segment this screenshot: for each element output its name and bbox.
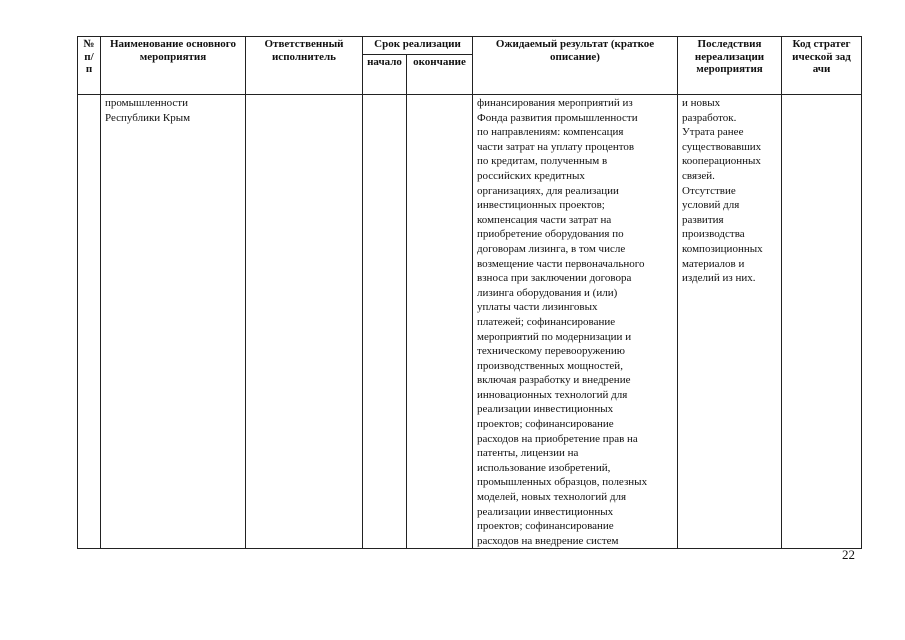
consequence-line: и новых [682,97,721,109]
cell-num [78,95,101,549]
measures-table [77,36,862,549]
consequence-line: разработок. [682,111,737,124]
result-line: включая разработку и внедрение [477,374,631,387]
result-line: по кредитам, полученным в [477,155,608,168]
cell-code [782,95,862,549]
result-line: компенсация части затрат на [477,213,612,226]
consequence-line: развития [682,213,724,226]
header-consequences: Последствия нереализации мероприятия [678,37,782,95]
result-line: мероприятий по модернизации и [477,330,632,343]
header-period-end: окончание [407,55,473,95]
result-line: использование изобретений, [477,461,611,474]
consequence-line: связей. [682,169,715,182]
header-name: Наименование основного мероприятия [101,37,246,95]
consequence-line: существовавших [682,140,762,153]
cell-consequences [678,95,782,549]
result-line: техническому перевооружению [477,345,625,358]
result-line: финансирования мероприятий из [477,97,633,109]
result-line: производственных мощностей, [477,359,623,372]
consequence-line: материалов и [682,257,745,270]
result-line: расходов на внедрение систем [477,534,619,547]
name-line: Республики Крым [105,111,191,124]
result-line: приобретение оборудования по [477,228,624,241]
result-line: взноса при заключении договора [477,272,632,285]
result-line: уплаты части лизинговых [477,301,598,314]
consequence-line: Утрата ранее [682,126,744,139]
result-line: российских кредитных [477,169,585,182]
result-line: проектов; софинансирование [477,418,614,431]
result-line: лизинга оборудования и (или) [477,286,618,299]
header-responsible: Ответственный исполнитель [246,37,363,95]
result-line: расходов на приобретение прав на [477,432,638,445]
consequence-line: производства [682,228,745,241]
cell-name [101,95,246,549]
result-line: патенты, лицензии на [477,447,579,460]
consequence-line: кооперационных [682,155,761,168]
result-line: моделей, новых технологий для [477,491,627,504]
result-line: платежей; софинансирование [477,315,616,328]
result-line: реализации инвестиционных [477,403,614,416]
header-num: № п/п [78,37,101,95]
header-result: Ожидаемый результат (краткое описание) [473,37,678,95]
result-line: проектов; софинансирование [477,520,614,533]
result-line: по направлениям: компенсация [477,126,624,139]
result-line: реализации инвестиционных [477,505,614,518]
cell-result [473,95,678,549]
consequence-line: композиционных [682,242,763,255]
header-period-start: начало [363,55,407,95]
result-line: организациях, для реализации [477,184,619,197]
result-line: договорам лизинга, в том числе [477,242,626,255]
consequence-line: условий для [682,199,740,212]
result-line: инновационных технологий для [477,388,628,401]
cell-responsible [246,95,363,549]
result-line: части затрат на уплату процентов [477,140,635,153]
page-number: 22 [842,547,855,562]
header-period: Срок реализации [363,37,473,55]
consequence-line: Отсутствие [682,184,736,197]
result-line: промышленных образцов, полезных [477,476,648,489]
cell-end [407,95,473,549]
result-line: Фонда развития промышленности [477,111,638,124]
cell-start [363,95,407,549]
result-line: инвестиционных проектов; [477,199,605,212]
header-code: Код стратегической задачи [782,37,862,95]
name-line: промышленности [105,97,188,109]
result-line: возмещение части первоначального [477,257,645,270]
consequence-line: изделий из них. [682,272,756,285]
